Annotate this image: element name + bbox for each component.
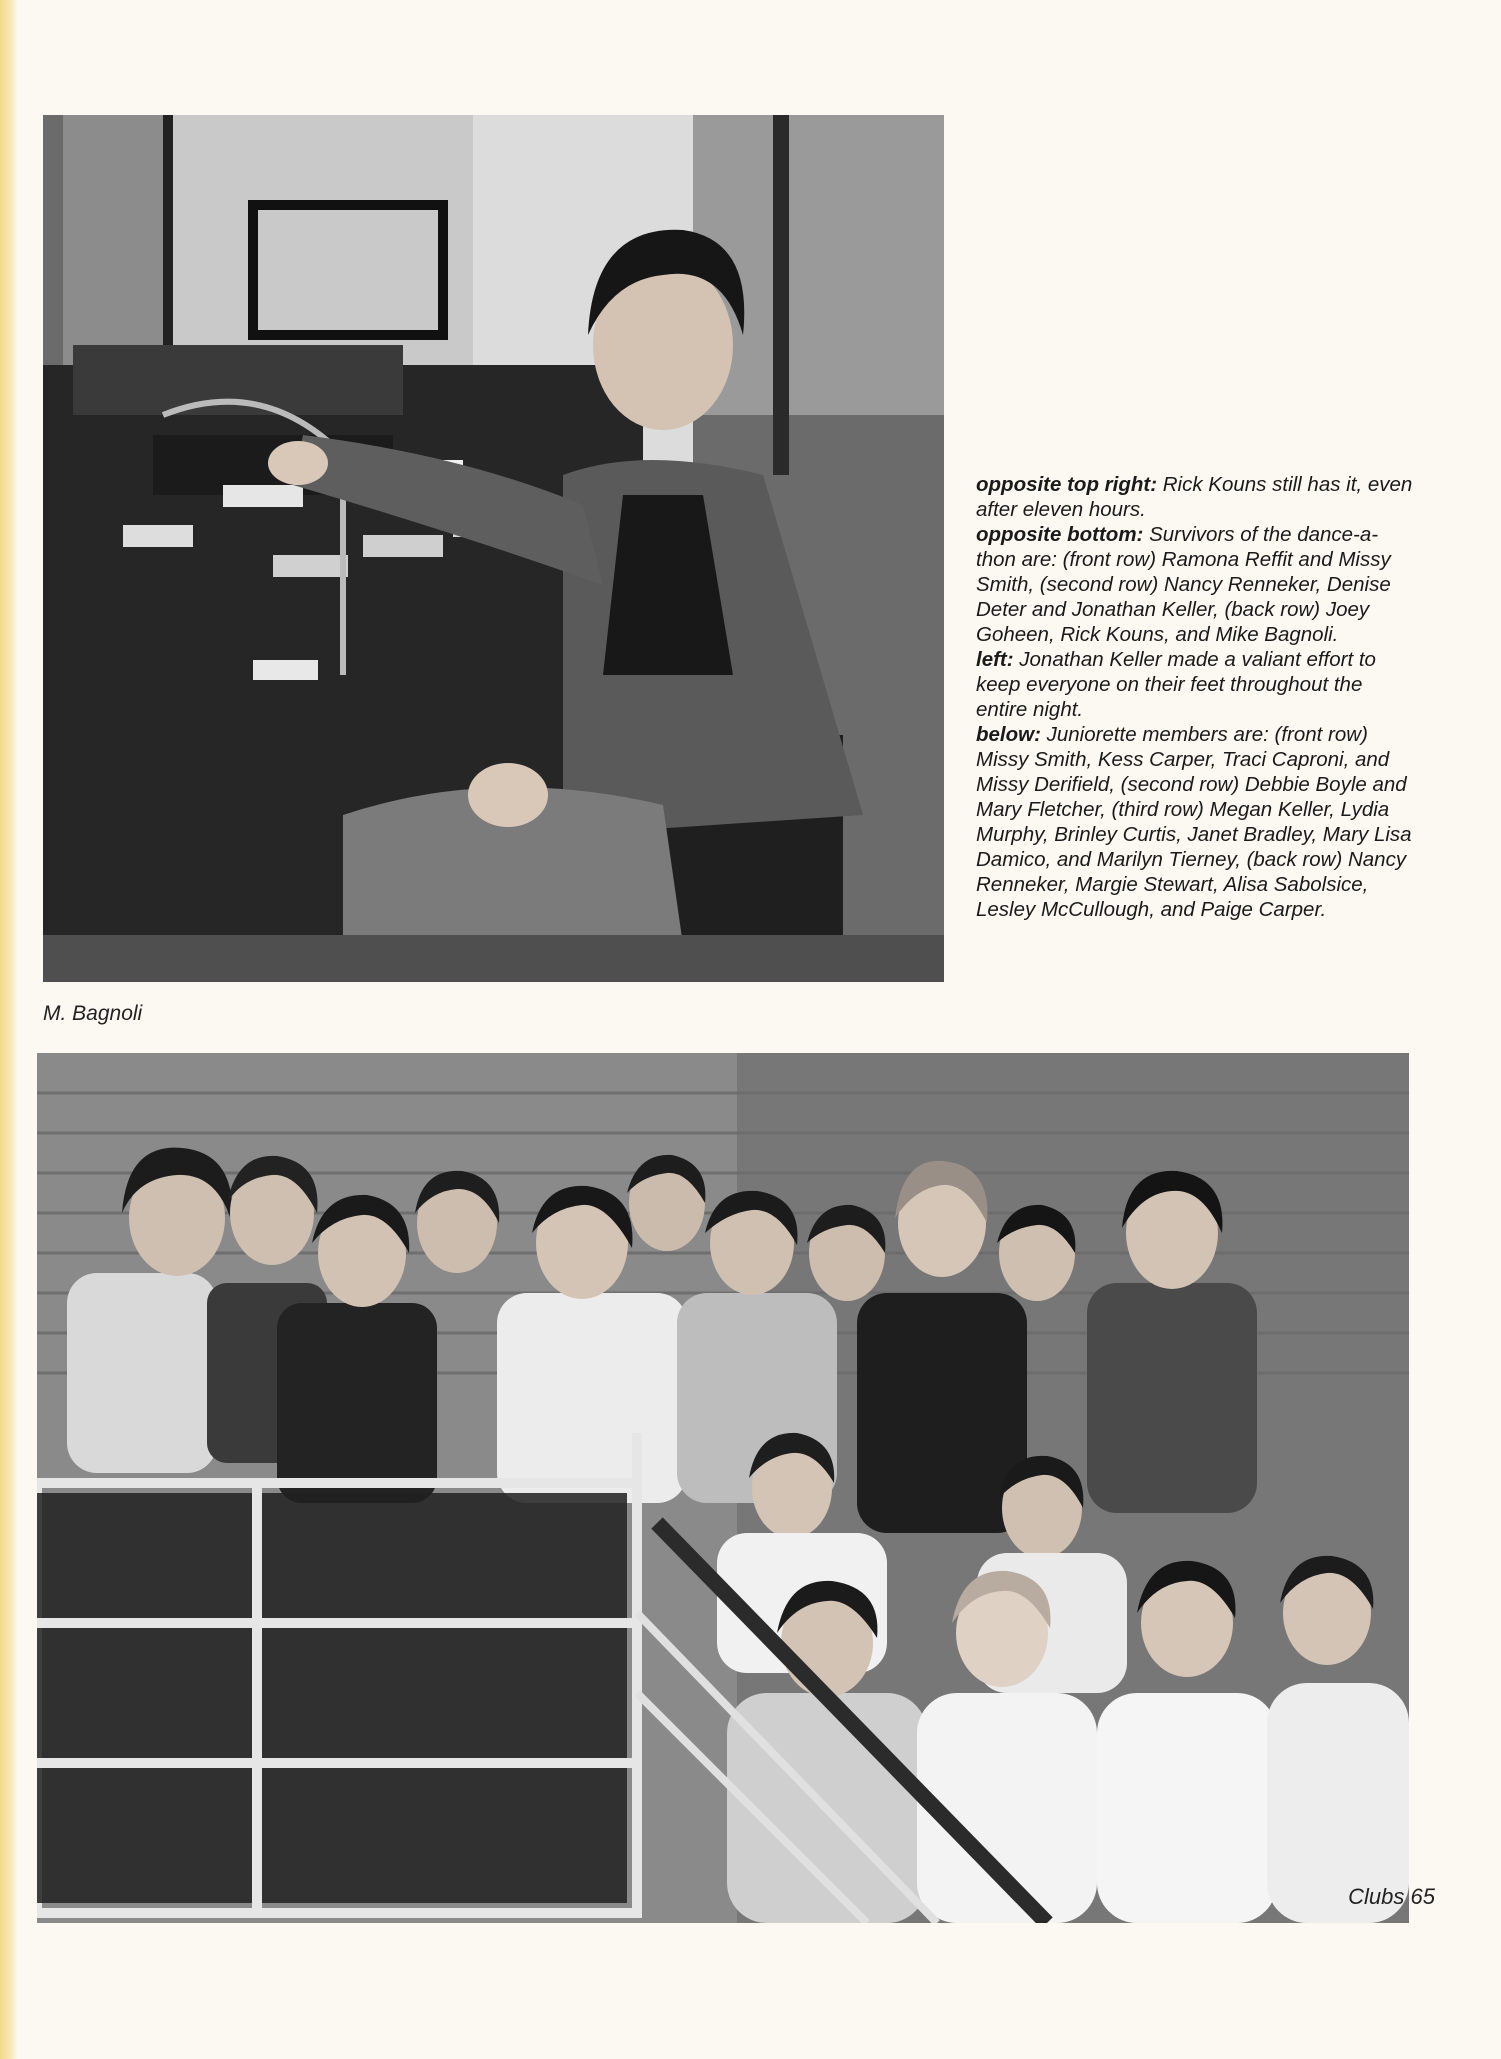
caption-lead: opposite bottom:	[976, 523, 1144, 546]
caption-text: Rick Kouns still has it, even after eleven hours.	[976, 473, 1413, 521]
photo-dj-illustration	[43, 115, 944, 982]
page-folio: Clubs 65	[1348, 1884, 1435, 1909]
caption-block	[976, 472, 1416, 922]
photo-dj-at-controls	[43, 115, 944, 982]
page-edge-tint	[0, 0, 18, 2059]
caption-text: Survivors of the dance-a-thon are: (front row) Ramona Reffit and Missy Smith, (second row) Nancy Renneker, Denise Deter and Jonathan Keller, (back row) Joey Goheen, Rick Kouns, and Mike Bagnoli.	[976, 523, 1391, 646]
photo-credit: M. Bagnoli	[43, 1002, 143, 1025]
caption-lead: below:	[976, 723, 1041, 746]
caption-text: Juniorette members are: (front row) Missy Smith, Kess Carper, Traci Caproni, and Missy Derifield, (second row) Debbie Boyle and Mary Fletcher, (third row) Megan Keller, Lydia Murphy, Brinley Curtis, Janet Bradley, Mary Lisa Damico, and Marilyn Tierney, (back row) Nancy Renneker, Margie Stewart, Alisa Sabolsice, Lesley McCullough, and Paige Carper.	[976, 723, 1412, 921]
photo-juniorettes-group	[37, 1053, 1409, 1923]
caption-entry	[976, 722, 1416, 922]
caption-entry	[976, 472, 1416, 522]
caption-text: Jonathan Keller made a valiant effort to keep everyone on their feet throughout the entire night.	[976, 648, 1376, 721]
caption-lead: left:	[976, 648, 1014, 671]
caption-lead: opposite top right:	[976, 473, 1158, 496]
caption-entry	[976, 522, 1416, 647]
photo-group-illustration	[37, 1053, 1409, 1923]
caption-entry	[976, 647, 1416, 722]
